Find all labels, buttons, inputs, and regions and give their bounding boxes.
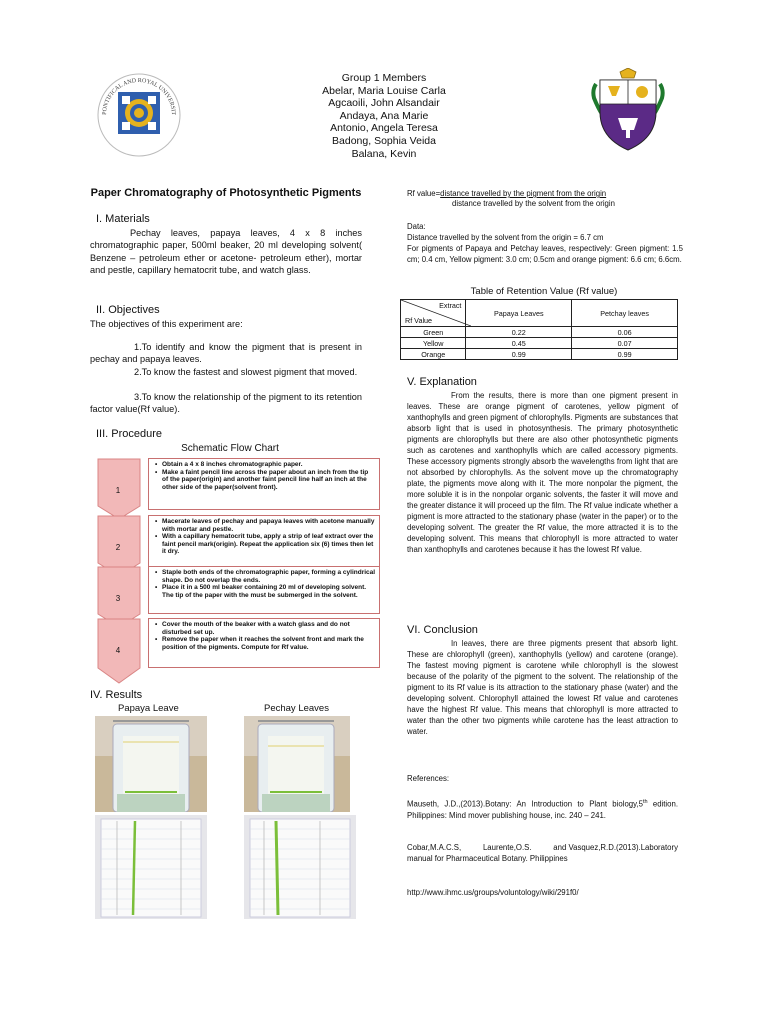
objectives-intro: The objectives of this experiment are: [90,319,243,329]
rf-formula-label: Rf value= [407,189,441,198]
flow-step-number: 3 [115,594,121,603]
rf-formula-denominator: distance travelled by the solvent from the origin [452,199,615,208]
papaya-beaker-photo [95,716,207,812]
reference-part: edition. Philippines: Mind mover publishing house, inc. 240 – 241. [407,799,678,820]
reference-superscript: th [642,799,648,805]
flow-step [96,458,369,514]
conclusion-text: In leaves, there are three pigments present that absorb light. These are chlorophyll (green), xanthophylls (yellow) and carotene (orange). The fastest moving pigment is carotene while chlorophyll is the slowest because of the polarity of the pigment to the solvent. The relationship of the pigment to its Rf value is its attraction to the stationary phase (water) and the developing solvent. Chlorophyll attained the lowest Rf value and carotenes have the highest Rf value. This means that chlorophyll is more attracted to water than the other two pigments while carotene has the least attraction to water. [407,639,678,736]
column-header: Papaya Leaves [466,300,572,327]
table-row [401,327,678,338]
corner-extract: Extract [439,301,462,310]
flow-step-bullet: • Macerate leaves of pechay and papaya leaves with acetone manually with mortar and pestle. [158,518,376,533]
table-corner-cell [401,300,466,327]
members-heading: Group 1 Members [341,72,427,84]
flow-step [96,618,364,682]
flow-step [96,566,376,622]
member-name: Badong, Sophia Veida [332,134,436,147]
objective-item: 2.To know the fastest and slowest pigment that moved. [134,367,358,377]
data-pigment-distances: For pigments of Papaya and Petchay leaves, respectively: Green pigment: 1.5 cm; 0.4 cm, Yellow pigment: 3.0 cm; 0.5cm and orange pigment: 6.6 cm; 6.6cm. [407,244,683,264]
seal-text: PONTIFICAL AND ROYAL UNIVERSIT [101,77,177,116]
flow-step-bullet: • Make a faint pencil line across the paper about an inch from the tip of the paper(origin) and another faint pencil line half an inch at the other side of the paper(solvent front). [158,469,376,492]
pechay-beaker-photo [244,716,350,812]
reference-item: Cobar,M.A.C.S, Laurente,O.S. and Vasquez,R.D.(2013).Laboratory manual for Pharmaceutical Botany. Philippines [407,843,681,863]
flow-step-box [148,515,380,567]
flow-step-bullet: • Obtain a 4 x 8 inches chromatographic paper. [158,461,376,469]
flow-step [96,515,375,571]
flow-chart-title: Schematic Flow Chart [181,443,279,454]
data-heading: Data: [407,222,426,231]
table-title: Table of Retention Value (Rf value) [470,286,618,297]
rf-value-table [400,299,678,360]
flow-step-number: 2 [115,543,121,552]
objective-item: 3.To know the relationship of the pigment to its retention factor value(Rf value). [90,392,362,415]
reference-item [407,797,678,821]
reference-link[interactable]: http://www.ihmc.us/groups/voluntology/wiki/291f0/ [407,888,579,897]
papaya-chromatogram-photo [95,815,207,919]
explanation-text: From the results, there is more than one pigment present in leaves. These are orange pigment of carotenes, yellow pigment of xanthophylls and green pigment of chlorophylls. Pigments are substances that absorb light that is used in photosynthesis. The primary photosynthetic pigments are chlorophylls but there are also other photosynthetic pigments such as carotenes and xanthophylls which are called accessory pigments. These accessory pigments strongly absorb the wavelengths from light that are not absorbed by chlorophylls. As the solvent move up the chromatography plate, the pigments move along with it. The more nonpolar the pigment, the more soluble it is in the nonpolar organic solvents, the faster it will move and the greater distance it will proceed up the film. The Rf value indicate whether a pigment is more attracted to the stationary phase (water in the paper) or to the developing solvent. The greater the Rf value, the more attracted it is to the developing solvent. This means that chlorophyll is more attracted to water than xanthophylls and carotenes because it has the lowest Rf value. [407,391,678,554]
conclusion-heading: VI. Conclusion [407,624,478,636]
reference-part: Mauseth, J.D.,(2013).Botany: An Introduction to Plant biology,5 [407,799,643,809]
papaya-value: 0.45 [466,338,572,349]
column-header: Petchay leaves [572,300,678,327]
flow-step-bullet: • Staple both ends of the chromatographic paper, forming a cylindrical shape. Do not overlap the ends. [158,569,376,584]
flow-step-bullet: • Cover the mouth of the beaker with a watch glass and do not disturbed set up. [158,621,376,636]
college-shield-logo [590,68,666,152]
flow-step-number: 1 [115,486,121,495]
member-name: Balana, Kevin [351,147,417,160]
flow-step-bullet: • Place it in a 500 ml beaker containing 20 ml of developing solvent. The tip of the paper with the must be submerged in the solvent. [158,584,376,599]
poster-title: Paper Chromatography of Photosynthetic Pigments [90,187,362,199]
group-members [270,72,498,160]
materials-text: Pechay leaves, papaya leaves, 4 x 8 inches chromatographic paper, 500ml beaker, 20 ml developing solvent( Benzene – petroleum ether or acetone- petroleum ether), mortar and pestle, capillary hematocrit tube, and watch glass. [90,228,362,276]
member-name: Abelar, Maria Louise Carla [322,84,446,97]
corner-rf-value: Rf Value [405,316,433,325]
papaya-caption: Papaya Leave [118,703,179,714]
flow-step-number: 4 [115,646,121,655]
row-label: Green [401,327,466,338]
flow-step-box [148,566,380,614]
explanation-heading: V. Explanation [407,376,477,388]
flow-step-bullet: • With a capillary hematocrit tube, apply a strip of leaf extract over the faint pencil mark(origin). Repeat the application six (6) times then let it dry. [158,533,376,556]
papaya-value: 0.99 [466,349,572,360]
pechay-chromatogram-photo [244,815,356,919]
procedure-heading: III. Procedure [96,428,163,440]
flow-step-bullet: • Remove the paper when it reaches the solvent front and mark the position of the pigments. Compute for Rf value. [158,636,376,651]
petchay-value: 0.99 [572,349,678,360]
flow-step-box [148,458,380,510]
objective-item: 1.To identify and know the pigment that is present in pechay and papaya leaves. [90,342,362,365]
references-heading: References: [407,774,450,783]
row-label: Orange [401,349,466,360]
flow-step-box [148,618,380,668]
petchay-value: 0.06 [572,327,678,338]
table-row [401,338,678,349]
row-label: Yellow [401,338,466,349]
objectives-heading: II. Objectives [96,304,160,316]
member-name: Antonio, Angela Teresa [330,122,438,135]
petchay-value: 0.07 [572,338,678,349]
table-row [401,349,678,360]
materials-heading: I. Materials [96,213,150,225]
rf-formula-numerator: distance travelled by the pigment from the origin [440,189,607,198]
member-name: Andaya, Ana Marie [339,109,429,122]
member-name: Agcaoili, John Alsandair [328,97,440,110]
ust-seal-logo [96,72,182,158]
pechay-caption: Pechay Leaves [264,703,329,714]
results-heading: IV. Results [90,689,143,701]
papaya-value: 0.22 [466,327,572,338]
data-solvent-distance: Distance travelled by the solvent from the origin = 6.7 cm [407,233,604,242]
